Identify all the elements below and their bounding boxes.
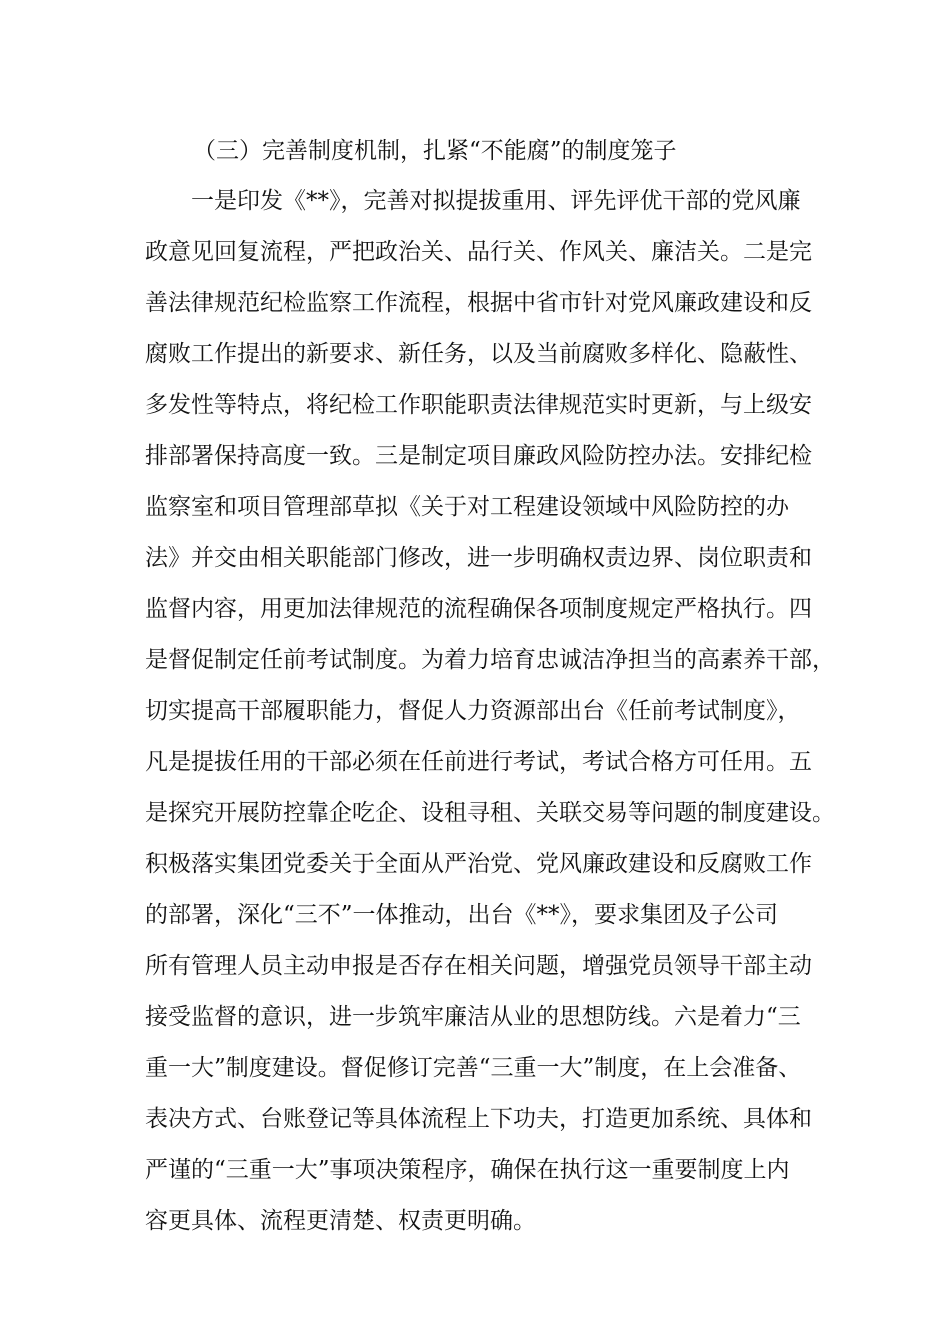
paragraph-line: 切实提高干部履职能力，督促人力资源部出台《任前考试制度》， [145, 698, 801, 724]
paragraph-line: 政意见回复流程，严把政治关、品行关、作风关、廉洁关。二是完 [145, 239, 812, 265]
paragraph-line: 是督促制定任前考试制度。为着力培育忠诚洁净担当的高素养干部， [145, 647, 835, 673]
paragraph-line: 排部署保持高度一致。三是制定项目廉政风险防控办法。安排纪检 [145, 443, 812, 469]
paragraph-line: 是探究开展防控靠企吃企、设租寻租、关联交易等问题的制度建设。 [145, 800, 835, 826]
paragraph-line: 善法律规范纪检监察工作流程，根据中省市针对党风廉政建设和反 [145, 290, 812, 316]
paragraph-line: 一是印发《**》，完善对拟提拔重用、评先评优干部的党风廉 [191, 188, 801, 214]
paragraph-line: 所有管理人员主动申报是否存在相关问题，增强党员领导干部主动 [145, 953, 812, 979]
paragraph-line: 积极落实集团党委关于全面从严治党、党风廉政建设和反腐败工作 [145, 851, 812, 877]
section-heading: （三）完善制度机制，扎紧“不能腐”的制度笼子 [193, 138, 677, 164]
paragraph-line: 接受监督的意识，进一步筑牢廉洁从业的思想防线。六是着力“三 [145, 1004, 801, 1030]
paragraph-line: 严谨的“三重一大”事项决策程序，确保在执行这一重要制度上内 [145, 1157, 790, 1183]
paragraph-line: 监察室和项目管理部草拟《关于对工程建设领域中风险防控的办 [145, 494, 789, 520]
paragraph-line: 的部署，深化“三不”一体推动，出台《**》，要求集团及子公司 [145, 902, 779, 928]
paragraph-line: 重一大”制度建设。督促修订完善“三重一大”制度，在上会准备、 [145, 1055, 802, 1081]
paragraph-line: 表决方式、台账登记等具体流程上下功夫，打造更加系统、具体和 [145, 1106, 812, 1132]
paragraph-line: 凡是提拔任用的干部必须在任前进行考试，考试合格方可任用。五 [145, 749, 812, 775]
paragraph-line: 法》并交由相关职能部门修改，进一步明确权责边界、岗位职责和 [145, 545, 812, 571]
paragraph-line: 监督内容，用更加法律规范的流程确保各项制度规定严格执行。四 [145, 596, 812, 622]
paragraph-line: 容更具体、流程更清楚、权责更明确。 [145, 1208, 536, 1234]
paragraph-line: 多发性等特点，将纪检工作职能职责法律规范实时更新，与上级安 [145, 392, 812, 418]
paragraph-line: 腐败工作提出的新要求、新任务，以及当前腐败多样化、隐蔽性、 [145, 341, 812, 367]
